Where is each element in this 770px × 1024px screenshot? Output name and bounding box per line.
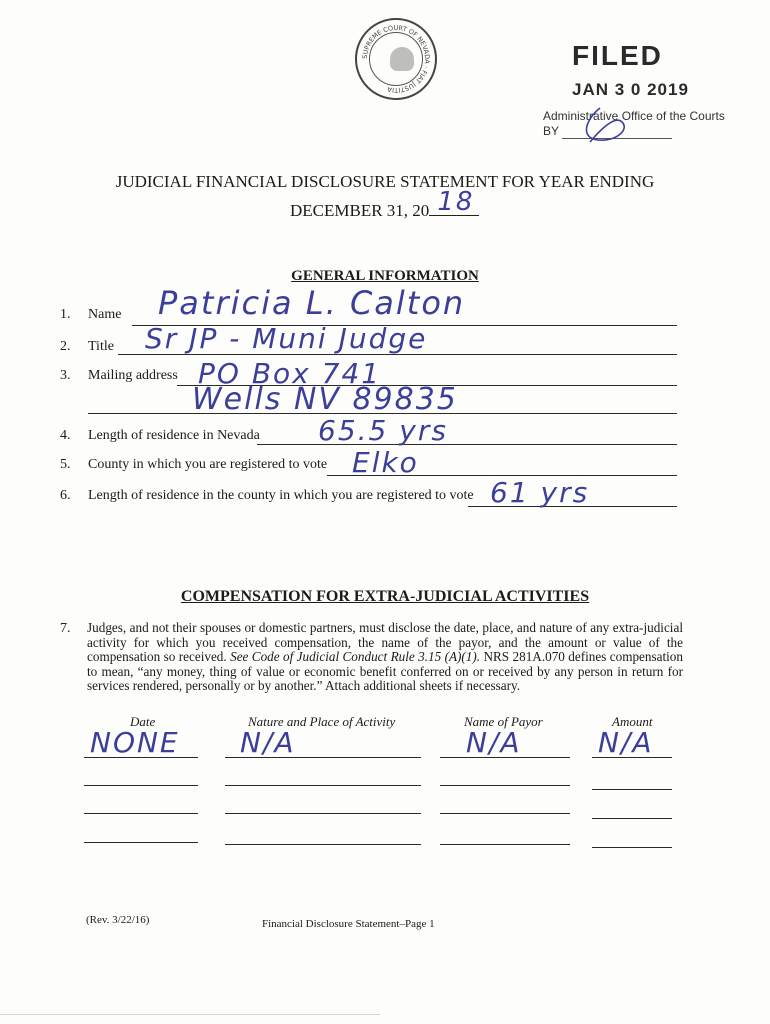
svg-text:SUPREME COURT OF NEVADA · FIAT: SUPREME COURT OF NEVADA · FIAT JUSTITIA	[360, 23, 432, 95]
compensation-heading: COMPENSATION FOR EXTRA-JUDICIAL ACTIVITIES	[180, 588, 590, 605]
mailing-address-label: Mailing address	[88, 368, 178, 383]
general-information-heading: GENERAL INFORMATION	[291, 268, 479, 284]
title-value: Sr JP - Muni Judge	[145, 322, 428, 355]
name-label: Name	[88, 307, 122, 322]
item-number: 3.	[60, 368, 71, 383]
item-number: 6.	[60, 488, 71, 503]
court-seal-icon	[355, 18, 437, 100]
name-value: Patricia L. Calton	[158, 284, 466, 322]
page-footer: Financial Disclosure Statement–Page 1	[262, 918, 435, 930]
county-value: Elko	[352, 446, 419, 479]
clerk-signature-icon	[560, 100, 640, 150]
entry-date: NONE	[90, 726, 180, 759]
item-number: 7.	[60, 621, 71, 636]
mailing-address-line1: PO Box 741	[198, 357, 382, 390]
entry-nature: N/A	[240, 726, 296, 759]
col-nature: Nature and Place of Activity	[248, 714, 396, 729]
item-number: 5.	[60, 457, 71, 472]
entry-amount: N/A	[598, 726, 654, 759]
col-amount: Amount	[612, 714, 653, 729]
col-date: Date	[130, 714, 156, 729]
statement-title: JUDICIAL FINANCIAL DISCLOSURE STATEMENT FOR YEAR ENDING	[115, 172, 655, 191]
filed-office: Administrative Office of the Courts	[543, 109, 725, 123]
item-number: 2.	[60, 339, 71, 354]
revision-note: (Rev. 3/22/16)	[86, 914, 150, 926]
col-payor: Name of Payor	[464, 714, 543, 729]
county-label: County in which you are registered to vote	[88, 457, 328, 472]
title-label: Title	[88, 339, 114, 354]
nevada-residence-label: Length of residence in Nevada	[88, 428, 260, 443]
county-residence-label: Length of residence in the county in which you are registered to vote	[88, 488, 474, 503]
nevada-residence-value: 65.5 yrs	[318, 414, 448, 447]
mailing-address-line2: Wells NV 89835	[192, 382, 458, 417]
statement-title-date: DECEMBER 31, 20 18	[290, 201, 479, 221]
compensation-instructions: Judges, and not their spouses or domestic partners, must disclose the date, place, and nature of any extra-judicial activity for which you received compensation, the name of the payor, and the amount or value of the compensation so received. See Code of Judicial Conduct Rule 3.15 (A)(1). NRS 281A.070 defines compensation to mean, “any money, thing of value or economic benefit conferred on or received by any person in return for services rendered, personally or by another.” Attach additional sheets if necessary.	[87, 620, 683, 694]
filed-stamp: FILED	[572, 40, 663, 71]
entry-payor: N/A	[466, 726, 522, 759]
year-handwritten: 18	[437, 187, 475, 217]
item-number: 4.	[60, 428, 71, 443]
filed-date: JAN 3 0 2019	[572, 80, 689, 99]
filed-by-label: BY	[543, 124, 560, 138]
county-residence-value: 61 yrs	[490, 476, 590, 509]
item-number: 1.	[60, 307, 71, 322]
